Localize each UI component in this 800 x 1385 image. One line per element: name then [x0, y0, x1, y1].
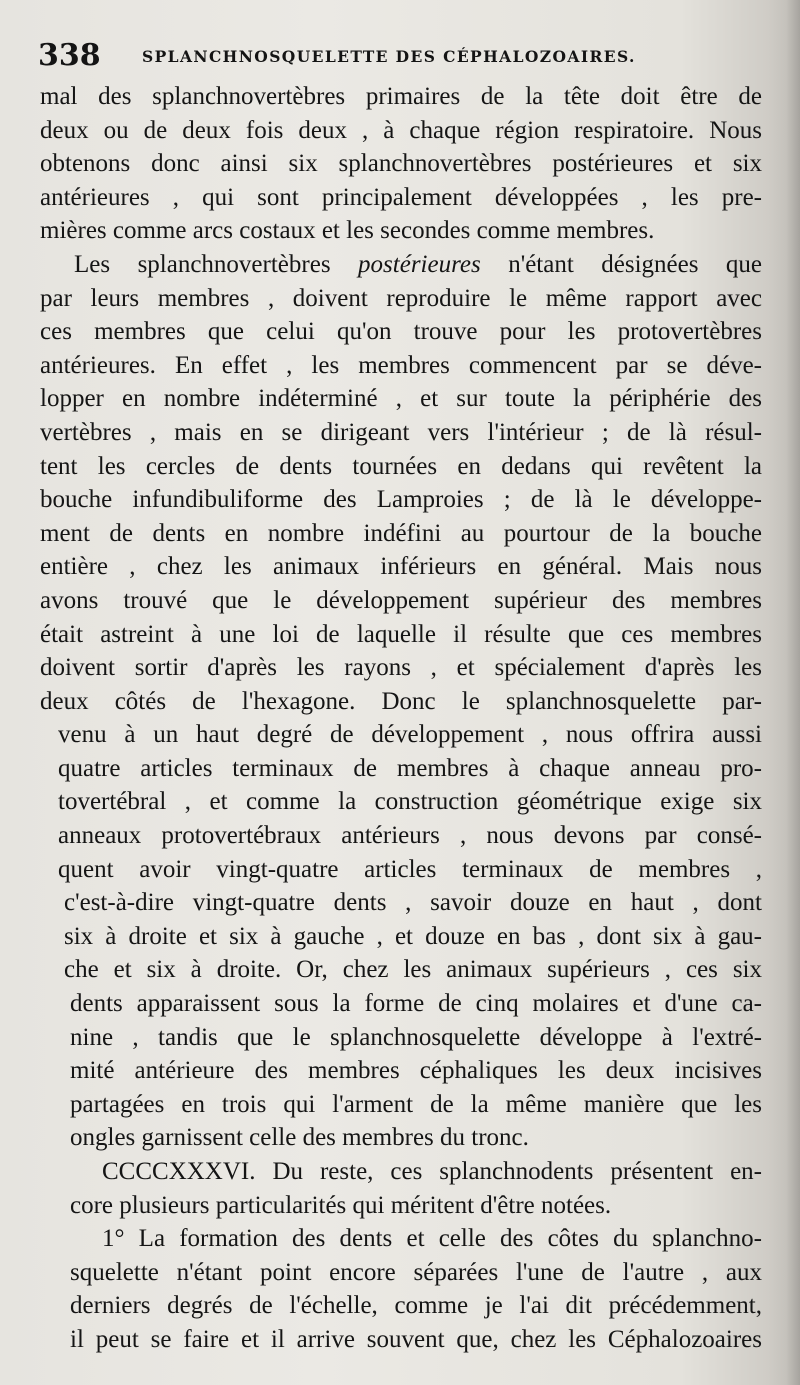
page-edge-shadow	[786, 0, 800, 1385]
text-line: core plusieurs particularités qui méritent d'être notées.	[70, 1191, 612, 1219]
text-line: mal des splanchnovertèbres primaires de la tête doit être de	[40, 83, 762, 110]
text-line: vertèbres , mais en se dirigeant vers l'intérieur ; de là résul-	[40, 418, 762, 446]
text-line: quent avoir vingt-quatre articles terminaux de membres ,	[58, 855, 762, 883]
text-line: était astreint à une loi de laquelle il résulte que ces membres	[40, 620, 762, 648]
page-number: 338	[38, 38, 101, 73]
running-title: SPLANCHNOSQUELETTE DES CÉPHALOZOAIRES.	[142, 47, 636, 66]
italic-word: postérieures	[358, 250, 481, 278]
text-line: antérieures , qui sont principalement développées , les pre-	[40, 183, 762, 211]
text-line: six à droite et six à gauche , et douze en bas , dont six à gau-	[64, 922, 762, 950]
text-line: quatre articles terminaux de membres à chaque anneau pro-	[58, 754, 762, 782]
text-line: ces membres que celui qu'on trouve pour les protovertèbres	[40, 318, 762, 346]
text-line: anneaux protovertébraux antérieurs , nous devons par consé-	[58, 822, 762, 850]
text-line: nine , tandis que le splanchnosquelette développe à l'extré-	[70, 1023, 762, 1051]
text-line: bouche infundibuliforme des Lamproies ; de là le développe-	[40, 486, 762, 514]
text-line: tent les cercles de dents tournées en dedans qui revêtent la	[40, 452, 762, 480]
text-line: deux côtés de l'hexagone. Donc le splanchnosquelette par-	[40, 687, 762, 715]
text-line: avons trouvé que le développement supérieur des membres	[40, 586, 762, 614]
body-text	[40, 80, 762, 1357]
text-line: venu à un haut degré de développement , nous offrira aussi	[58, 721, 762, 749]
text-segment: Les splanchnovertèbres	[74, 250, 331, 278]
text-line: ment de dents en nombre indéfini au pourtour de la bouche	[40, 519, 762, 547]
text-line: par leurs membres , doivent reproduire le même rapport avec	[40, 284, 762, 312]
text-line: 1° La formation des dents et celle des côtes du splanchno-	[102, 1225, 762, 1253]
text-line: tovertébral , et comme la construction géométrique exige six	[58, 788, 762, 816]
text-line: doivent sortir d'après les rayons , et spécialement d'après les	[40, 654, 762, 682]
text-line: deux ou de deux fois deux , à chaque région respiratoire. Nous	[40, 116, 762, 144]
text-line: partagées en trois qui l'arment de la même manière que les	[70, 1090, 762, 1118]
text-line-with-italic	[40, 248, 762, 282]
page-header	[38, 38, 758, 78]
text-line: che et six à droite. Or, chez les animaux supérieurs , ces six	[64, 956, 762, 984]
text-line: il peut se faire et il arrive souvent que, chez les Céphalozoaires	[70, 1325, 762, 1353]
text-line: ongles garnissent celle des membres du tronc.	[70, 1124, 529, 1152]
text-line: mières comme arcs costaux et les secondes comme membres.	[40, 217, 655, 245]
text-line: dents apparaissent sous la forme de cinq molaires et d'une ca-	[70, 990, 762, 1018]
text-line: CCCCXXXVI. Du reste, ces splanchnodents présentent en-	[102, 1158, 762, 1185]
text-line: mité antérieure des membres céphaliques les deux incisives	[70, 1057, 762, 1085]
text-line: obtenons donc ainsi six splanchnovertèbres postérieures et six	[40, 150, 762, 178]
text-line: lopper en nombre indéterminé , et sur toute la périphérie des	[40, 385, 762, 413]
text-line: c'est-à-dire vingt-quatre dents , savoir douze en haut , dont	[64, 889, 762, 917]
text-segment: n'étant désignées que	[508, 250, 763, 278]
text-line: squelette n'étant point encore séparées l'une de l'autre , aux	[70, 1258, 762, 1286]
text-line: derniers degrés de l'échelle, comme je l'ai dit précédemment,	[70, 1292, 762, 1320]
text-line: entière , chez les animaux inférieurs en général. Mais nous	[40, 553, 762, 581]
text-line: antérieures. En effet , les membres commencent par se déve-	[40, 351, 762, 379]
